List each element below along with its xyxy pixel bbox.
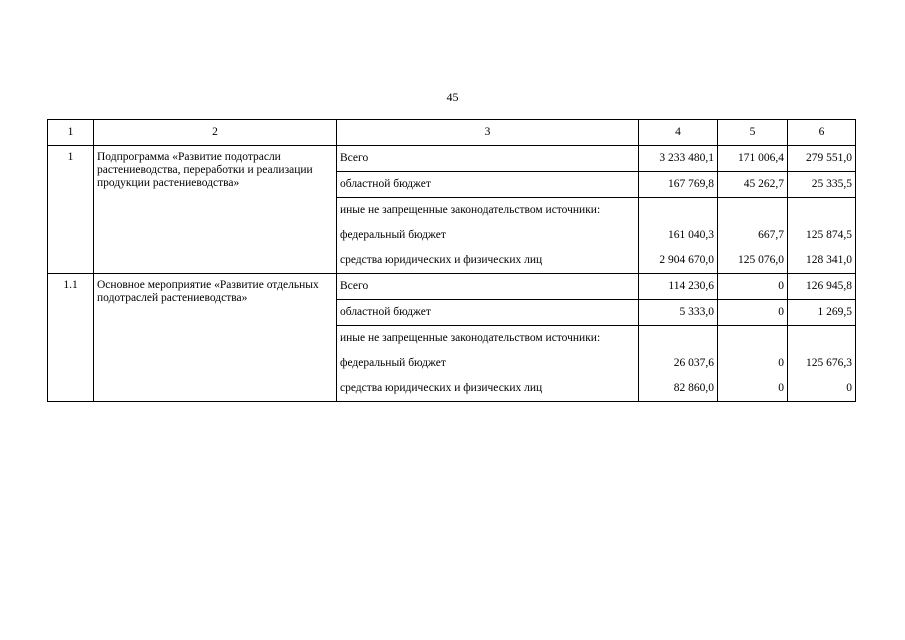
- program-name: Подпрограмма «Развитие подотрасли растениеводства, переработки и реализации продукции растениеводства»: [94, 146, 337, 274]
- value-cell: 171 006,4: [718, 146, 788, 172]
- value-cell: [639, 326, 718, 352]
- value-cell: 3 233 480,1: [639, 146, 718, 172]
- funding-source-label: федеральный бюджет: [337, 351, 639, 376]
- value-cell: 167 769,8: [639, 172, 718, 198]
- program-name: Основное мероприятие «Развитие отдельных подотраслей растениеводства»: [94, 274, 337, 402]
- value-cell: 0: [718, 351, 788, 376]
- value-cell: 5 333,0: [639, 300, 718, 326]
- value-cell: 45 262,7: [718, 172, 788, 198]
- table-header-row: [48, 120, 856, 146]
- value-cell: 125 676,3: [788, 351, 856, 376]
- budget-table: [47, 119, 856, 402]
- column-header: 6: [788, 120, 856, 146]
- value-cell: 0: [718, 300, 788, 326]
- column-header: 2: [94, 120, 337, 146]
- value-cell: 0: [718, 274, 788, 300]
- value-cell: 126 945,8: [788, 274, 856, 300]
- row-number: 1.1: [48, 274, 94, 402]
- value-cell: 125 076,0: [718, 248, 788, 274]
- value-cell: 161 040,3: [639, 223, 718, 248]
- value-cell: 667,7: [718, 223, 788, 248]
- funding-source-label: средства юридических и физических лиц: [337, 248, 639, 274]
- value-cell: 26 037,6: [639, 351, 718, 376]
- page-number: 45: [446, 90, 459, 104]
- funding-source-label: областной бюджет: [337, 172, 639, 198]
- value-cell: 2 904 670,0: [639, 248, 718, 274]
- funding-source-label: Всего: [337, 274, 639, 300]
- row-number: 1: [48, 146, 94, 274]
- column-header: 5: [718, 120, 788, 146]
- funding-source-label: иные не запрещенные законодательством источники:: [337, 326, 639, 352]
- value-cell: 128 341,0: [788, 248, 856, 274]
- table-row: [48, 146, 856, 172]
- value-cell: 1 269,5: [788, 300, 856, 326]
- value-cell: [788, 326, 856, 352]
- funding-source-label: областной бюджет: [337, 300, 639, 326]
- funding-source-label: средства юридических и физических лиц: [337, 376, 639, 402]
- value-cell: [639, 198, 718, 224]
- value-cell: 279 551,0: [788, 146, 856, 172]
- value-cell: 25 335,5: [788, 172, 856, 198]
- value-cell: [718, 198, 788, 224]
- value-cell: 114 230,6: [639, 274, 718, 300]
- funding-source-label: Всего: [337, 146, 639, 172]
- column-header: 3: [337, 120, 639, 146]
- value-cell: 82 860,0: [639, 376, 718, 402]
- value-cell: [788, 198, 856, 224]
- value-cell: 0: [788, 376, 856, 402]
- value-cell: 0: [718, 376, 788, 402]
- funding-source-label: иные не запрещенные законодательством источники:: [337, 198, 639, 224]
- table-row: [48, 274, 856, 300]
- funding-source-label: федеральный бюджет: [337, 223, 639, 248]
- value-cell: [718, 326, 788, 352]
- column-header: 1: [48, 120, 94, 146]
- value-cell: 125 874,5: [788, 223, 856, 248]
- column-header: 4: [639, 120, 718, 146]
